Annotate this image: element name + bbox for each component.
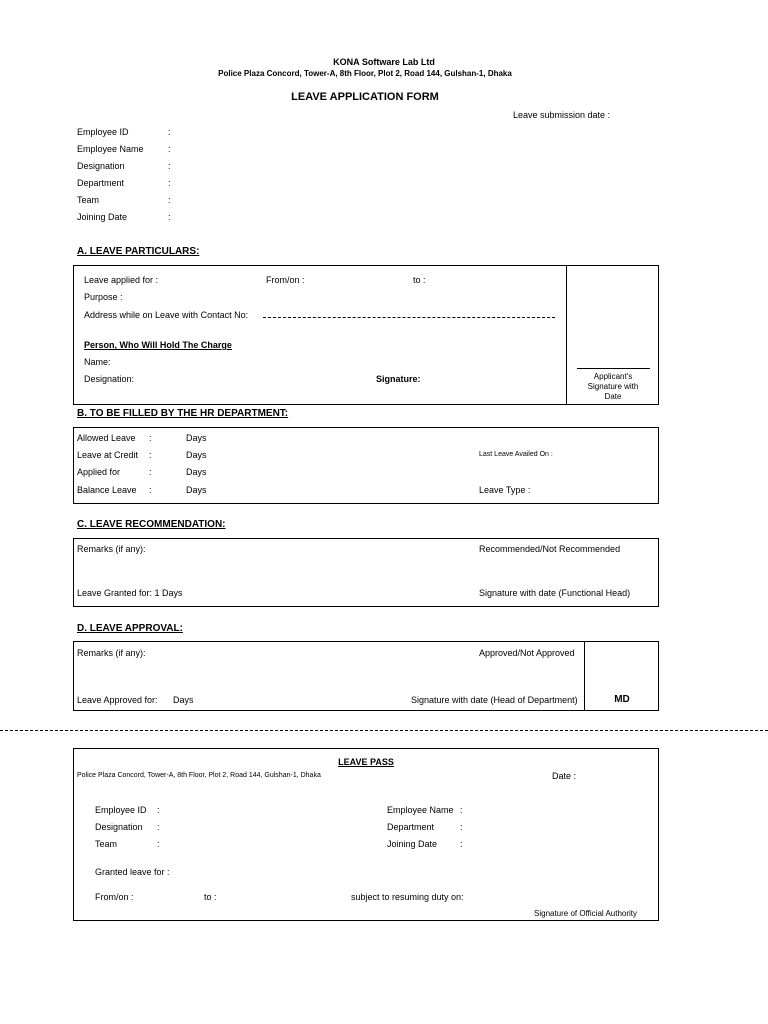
- pass-team-sep: :: [157, 839, 160, 849]
- designation-label: Designation: [77, 161, 125, 171]
- pass-department-label: Department: [387, 822, 435, 832]
- section-d-title: D. LEAVE APPROVAL:: [77, 623, 183, 634]
- leave-pass-date-label: Date :: [552, 771, 577, 781]
- applicant-signature-line2: Signature with: [587, 382, 639, 391]
- functional-head-signature-label: Signature with date (Functional Head): [479, 588, 631, 598]
- allowed-leave-unit: Days: [186, 433, 207, 443]
- company-address: Police Plaza Concord, Tower-A, 8th Floor, Plot 2, Road 144, Gulshan-1, Dhaka: [218, 69, 512, 78]
- leave-credit-sep: :: [149, 450, 152, 460]
- designation-sep: :: [168, 161, 171, 171]
- section-b-title: B. TO BE FILLED BY THE HR DEPARTMENT:: [77, 408, 289, 419]
- leave-applied-for-label: Leave applied for :: [84, 275, 159, 285]
- leave-type-label: Leave Type :: [479, 485, 531, 495]
- address-contact-line: [263, 317, 555, 318]
- submission-date-label: Leave submission date :: [513, 110, 611, 120]
- balance-leave-label: Balance Leave: [77, 485, 137, 495]
- pass-designation-sep: :: [157, 822, 160, 832]
- recommended-label: Recommended/Not Recommended: [479, 544, 621, 554]
- leave-credit-label: Leave at Credit: [77, 450, 139, 460]
- pass-granted-leave-label: Granted leave for :: [95, 867, 170, 877]
- joining-date-sep: :: [168, 212, 171, 222]
- pass-employee-name-sep: :: [460, 805, 463, 815]
- applicant-signature-line3: Date: [604, 392, 622, 401]
- employee-name-label: Employee Name: [77, 144, 144, 154]
- employee-id-label: Employee ID: [77, 127, 129, 137]
- charge-name-label: Name:: [84, 357, 111, 367]
- allowed-leave-label: Allowed Leave: [77, 433, 136, 443]
- applicant-signature-line: [577, 368, 650, 369]
- balance-leave-sep: :: [149, 485, 152, 495]
- applied-for-label: Applied for: [77, 467, 121, 477]
- leave-credit-unit: Days: [186, 450, 207, 460]
- approval-remarks-label: Remarks (if any):: [77, 648, 146, 658]
- cut-line: [0, 730, 768, 731]
- head-of-department-signature-label: Signature with date (Head of Department): [411, 695, 578, 705]
- address-contact-label: Address while on Leave with Contact No:: [84, 310, 249, 320]
- department-label: Department: [77, 178, 125, 188]
- pass-employee-name-label: Employee Name: [387, 805, 454, 815]
- pass-employee-id-sep: :: [157, 805, 160, 815]
- charge-signature-label: Signature:: [376, 374, 421, 384]
- pass-official-signature-label: Signature of Official Authority: [534, 909, 638, 918]
- to-label: to :: [413, 275, 426, 285]
- recommendation-remarks-label: Remarks (if any):: [77, 544, 146, 554]
- joining-date-label: Joining Date: [77, 212, 128, 222]
- pass-joining-date-label: Joining Date: [387, 839, 438, 849]
- pass-joining-date-sep: :: [460, 839, 463, 849]
- team-sep: :: [168, 195, 171, 205]
- applied-for-sep: :: [149, 467, 152, 477]
- form-title: LEAVE APPLICATION FORM: [291, 91, 439, 103]
- section-b-box: [73, 427, 659, 504]
- leave-granted-label: Leave Granted for: 1 Days: [77, 588, 183, 598]
- pass-to-label: to :: [204, 892, 217, 902]
- leave-pass-address: Police Plaza Concord, Tower-A, 8th Floor, Plot 2, Road 144, Gulshan-1, Dhaka: [77, 772, 321, 779]
- pass-from-on-label: From/on :: [95, 892, 134, 902]
- from-on-label: From/on :: [266, 275, 305, 285]
- leave-approved-days-label: Days: [173, 695, 194, 705]
- section-c-title: C. LEAVE RECOMMENDATION:: [77, 519, 226, 530]
- pass-employee-id-label: Employee ID: [95, 805, 147, 815]
- section-a-title: A. LEAVE PARTICULARS:: [77, 246, 200, 257]
- charge-designation-label: Designation:: [84, 374, 135, 384]
- md-label: MD: [614, 694, 630, 705]
- company-name: KONA Software Lab Ltd: [333, 57, 435, 67]
- pass-department-sep: :: [460, 822, 463, 832]
- pass-team-label: Team: [95, 839, 118, 849]
- balance-leave-unit: Days: [186, 485, 207, 495]
- approved-label: Approved/Not Approved: [479, 648, 575, 658]
- applicant-signature-line1: Applicant's: [593, 372, 633, 381]
- team-label: Team: [77, 195, 100, 205]
- last-leave-label: Last Leave Availed On :: [479, 451, 553, 458]
- pass-designation-label: Designation: [95, 822, 143, 832]
- pass-resume-duty-label: subject to resuming duty on:: [351, 892, 464, 902]
- allowed-leave-sep: :: [149, 433, 152, 443]
- leave-pass-title: LEAVE PASS: [338, 757, 394, 767]
- applied-for-unit: Days: [186, 467, 207, 477]
- employee-name-sep: :: [168, 144, 171, 154]
- charge-heading: Person, Who Will Hold The Charge: [84, 340, 232, 350]
- department-sep: :: [168, 178, 171, 188]
- purpose-label: Purpose :: [84, 292, 123, 302]
- leave-approved-for-label: Leave Approved for:: [77, 695, 158, 705]
- employee-id-sep: :: [168, 127, 171, 137]
